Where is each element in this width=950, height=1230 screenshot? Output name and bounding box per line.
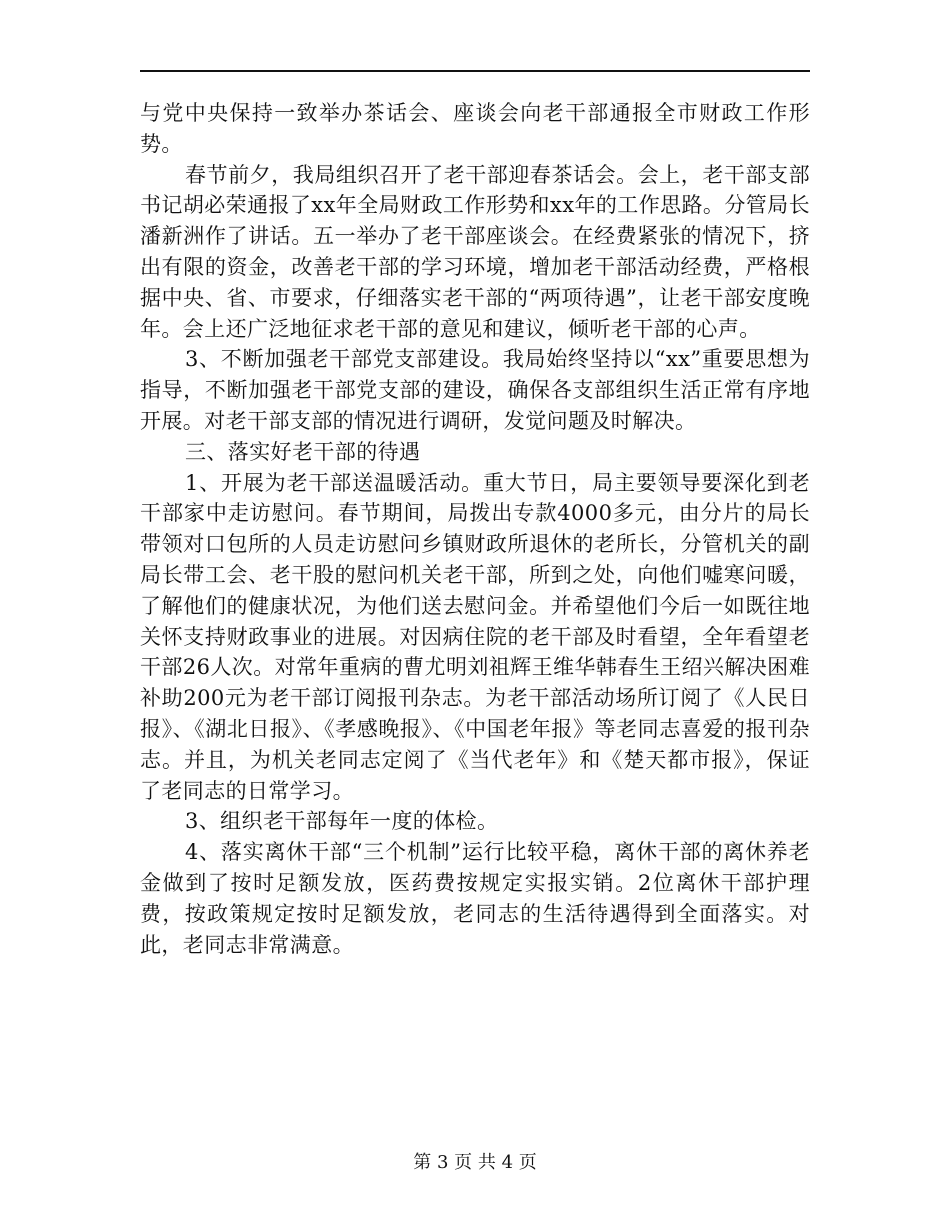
section-heading: 三、落实好老干部的待遇 xyxy=(185,439,421,464)
header-rule xyxy=(140,70,810,72)
paragraph: 3、组织老干部每年一度的体检。 xyxy=(185,809,499,834)
paragraph: 4、落实离休干部“三个机制”运行比较平稳，离休干部的离休养老金做到了按时足额发放，医药费按规定实报实销。2位离休干部护理费，按政策规定按时足额发放，老同志的生活待遇得到全面落实。对此，老同志非常满意。 xyxy=(140,840,810,957)
page-footer xyxy=(0,1151,950,1175)
page-number-label: 第 3 页 共 4 页 xyxy=(413,1152,537,1173)
paragraph: 春节前夕，我局组织召开了老干部迎春茶话会。会上，老干部支部书记胡必荣通报了xx年全局财政工作形势和xx年的工作思路。分管局长潘新洲作了讲话。五一举办了老干部座谈会。在经费紧张的情况下，挤出有限的资金，改善老干部的学习环境，增加老干部活动经费，严格根据中央、省、市要求，仔细落实老干部的“两项待遇”，让老干部安度晚年。会上还广泛地征求老干部的意见和建议，倾听老干部的心声。 xyxy=(140,162,810,341)
paragraph: 与党中央保持一致举办茶话会、座谈会向老干部通报全市财政工作形势。 xyxy=(140,101,810,156)
document-body xyxy=(140,98,810,960)
paragraph: 3、不断加强老干部党支部建设。我局始终坚持以“xx”重要思想为指导，不断加强老干部党支部的建设，确保各支部组织生活正常有序地开展。对老干部支部的情况进行调研，发觉问题及时解决。 xyxy=(140,347,810,433)
paragraph: 1、开展为老干部送温暖活动。重大节日，局主要领导要深化到老干部家中走访慰问。春节期间，局拨出专款4000多元，由分片的局长带领对口包所的人员走访慰问乡镇财政所退休的老所长，分管机关的副局长带工会、老干股的慰问机关老干部，所到之处，向他们嘘寒问暖，了解他们的健康状况，为他们送去慰问金。并希望他们今后一如既往地关怀支持财政事业的进展。对因病住院的老干部及时看望，全年看望老干部26人次。对常年重病的曹尤明刘祖辉王维华韩春生王绍兴解决困难补助200元为老干部订阅报刊杂志。为老干部活动场所订阅了《人民日报》、《湖北日报》、《孝感晚报》、《中国老年报》等老同志喜爱的报刊杂志。并且，为机关老同志定阅了《当代老年》和《楚天都市报》，保证了老同志的日常学习。 xyxy=(140,470,810,803)
